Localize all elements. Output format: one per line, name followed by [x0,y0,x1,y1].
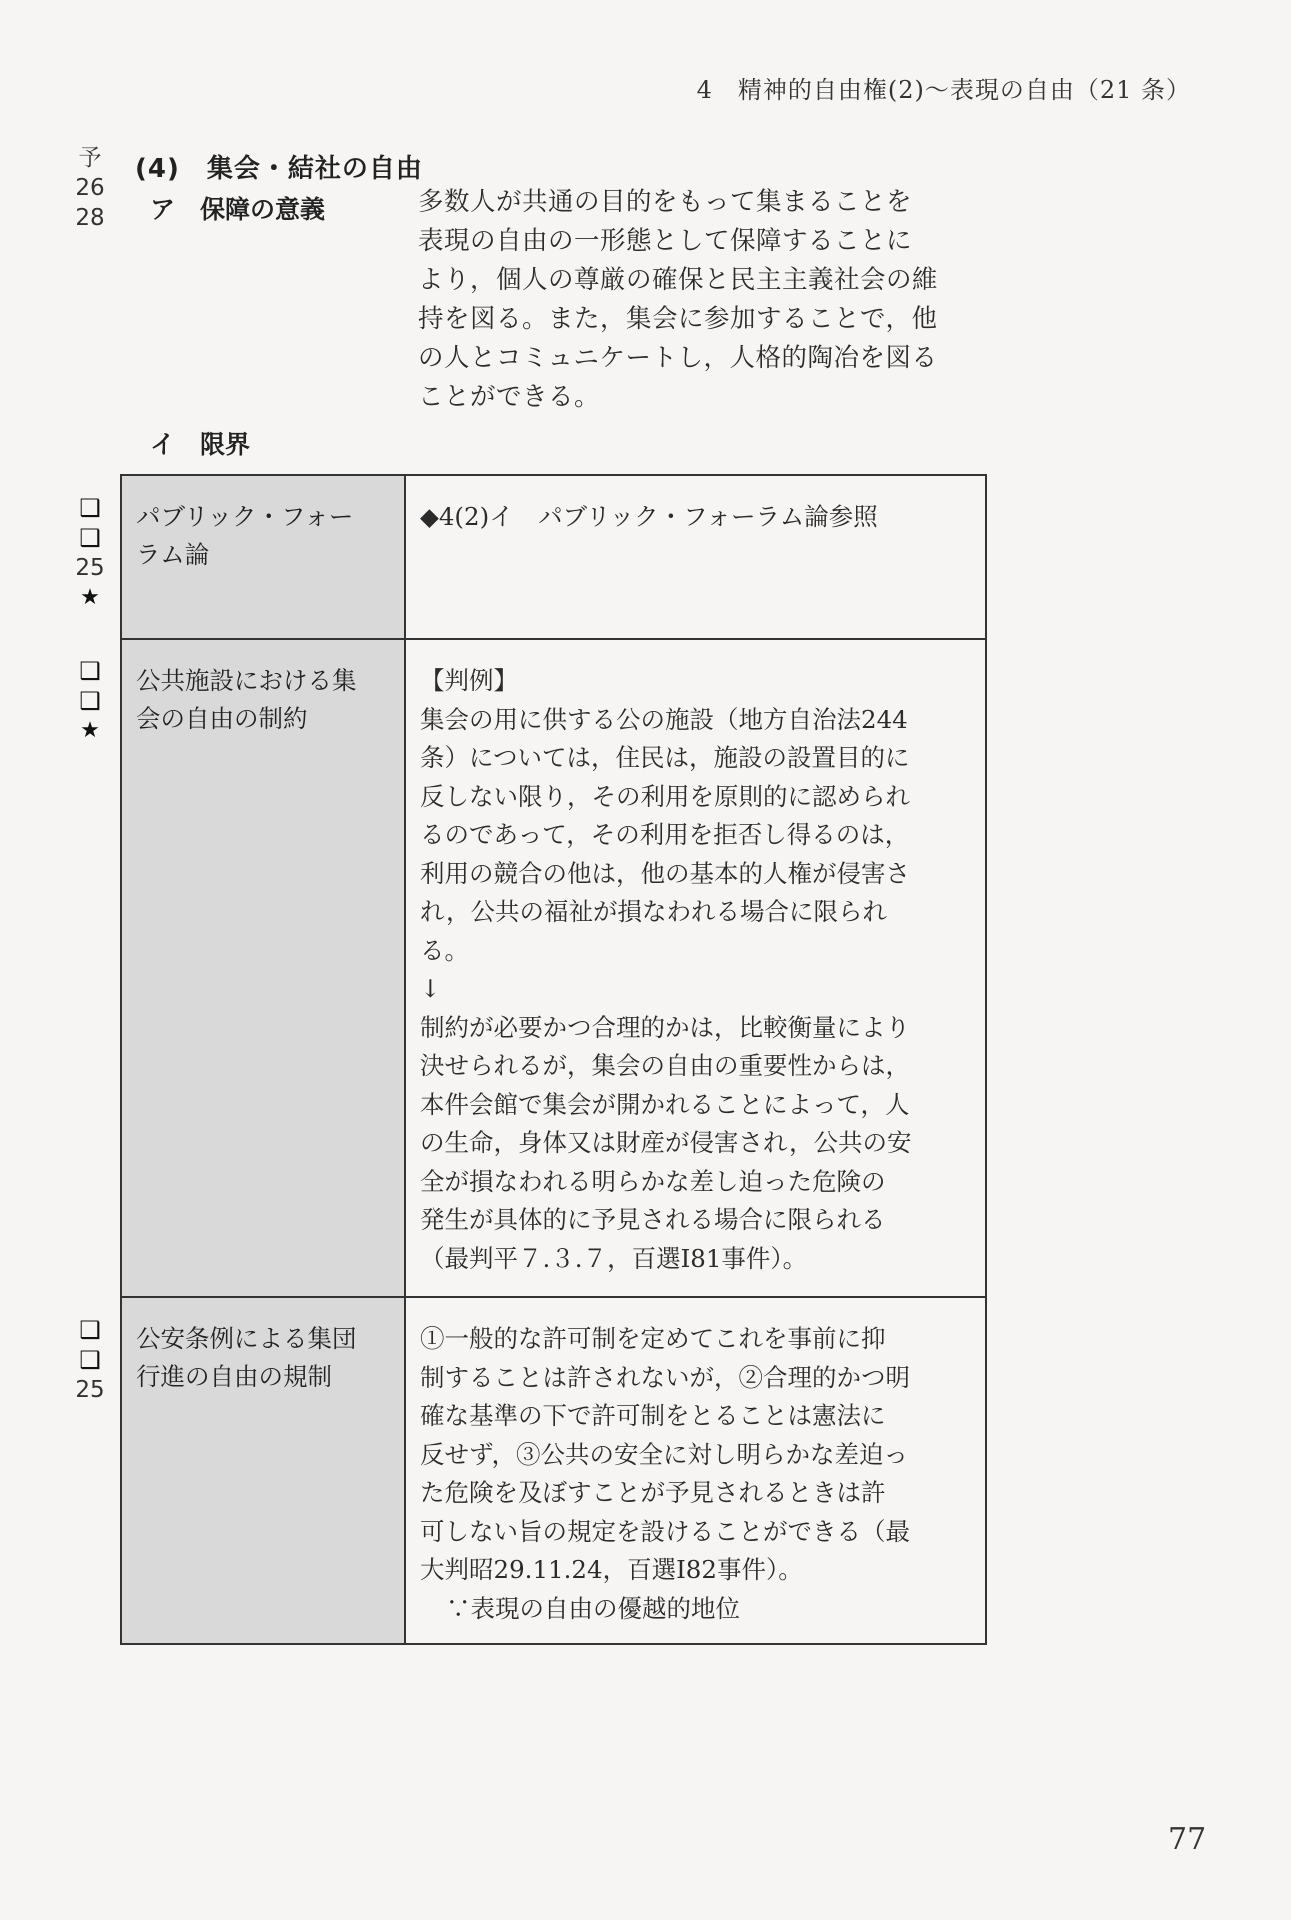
checkbox-icon: ❑ [79,1316,101,1344]
text-line: ①一般的な許可制を定めてこれを事前に抑 [420,1324,886,1353]
text-line: れ，公共の福祉が損なわれる場合に限られ [420,897,887,926]
checkbox-icon: ❑ [79,687,101,715]
checkbox-icon: ❑ [79,494,101,522]
subheading-significance: ア 保障の意義 [150,195,326,224]
text-line: 多数人が共通の目的をもって集まることを [418,187,913,217]
table-row [121,475,986,639]
text-line: 確な基準の下で許可制をとることは憲法に [420,1401,886,1430]
text-line: るのであって，その利用を拒否し得るのは， [420,820,910,849]
reason-note: ∵表現の自由の優越的地位 [446,1593,740,1623]
text-line: 持を図る。また，集会に参加することで，他 [418,304,938,334]
row-content [405,1297,986,1644]
text-line: ラム論 [136,540,210,569]
text-line: ことができる。 [418,382,601,412]
section-title: (4) 集会・結社の自由 [135,154,423,184]
text-line: 制することは許されないが，②合理的かつ明 [420,1362,910,1392]
limits-table [120,474,987,1645]
row1-markers [60,493,120,613]
case-label: 【判例】 [420,666,518,695]
text-line: 全が損なわれる明らかな差し迫った危険の [420,1166,886,1196]
subheading-limits: イ 限界 [150,430,251,459]
yo-marker: 予 [78,145,102,171]
text-line: より，個人の尊厳の確保と民主主義社会の維 [418,265,939,295]
text-line: 本件会館で集会が開かれることによって，人 [420,1089,910,1119]
year-marker: 25 [75,1377,105,1403]
text-line: 制約が必要かつ合理的かは，比較衡量により [420,1012,910,1042]
text-line: 会の自由の制約 [136,704,308,733]
case-citation: 大判昭29.11.24，百選Ⅰ82事件）。 [420,1555,803,1584]
text-line: た危険を及ぼすことが予見されるときは許 [420,1478,886,1507]
table-row [121,639,986,1297]
running-header: 4 精神的自由権(2)〜表現の自由（21 条） [696,76,1191,104]
text-line: 利用の競合の他は，他の基本的人権が侵害さ [420,858,910,888]
page-number: 77 [1168,1822,1207,1857]
cross-reference: ◆4(2)イ パブリック・フォーラム論参照 [420,502,878,531]
text-line: 決せられるが，集会の自由の重要性からは， [420,1051,910,1080]
text-line: の人とコミュニケートし，人格的陶冶を図る [418,343,938,373]
year-marker: 28 [75,205,105,231]
row3-markers [60,1315,120,1405]
row-content [405,639,986,1297]
checkbox-icon: ❑ [79,524,101,552]
star-icon: ★ [80,718,100,743]
checkbox-icon: ❑ [79,657,101,685]
text-line: パブリック・フォー [136,502,354,531]
text-line: る。 [420,935,469,965]
star-icon: ★ [80,585,100,610]
text-line: 条）については，住民は，施設の設置目的に [420,743,910,772]
row-content [405,475,986,639]
text-line: 反しない限り，その利用を原則的に認められ [420,781,910,811]
row2-markers [60,656,120,746]
text-line: の生命，身体又は財産が侵害され，公共の安 [420,1128,912,1157]
text-line: 行進の自由の規制 [136,1362,332,1391]
checkbox-icon: ❑ [79,1346,101,1374]
down-arrow-icon: ↓ [420,974,441,1003]
text-line: 集会の用に供する公の施設（地方自治法244 [420,704,908,734]
section-markers [60,143,120,233]
case-citation: （最判平７.３.７，百選Ⅰ81事件）。 [420,1243,808,1273]
year-marker: 26 [75,175,105,201]
significance-paragraph [418,183,970,417]
text-line: 可しない旨の規定を設けることができる（最 [420,1516,910,1546]
text-line: 公共施設における集 [136,666,357,695]
text-line: 公安条例による集団 [136,1324,357,1353]
text-line: 反せず，③公共の安全に対し明らかな差迫っ [420,1439,909,1469]
table-row [121,1297,986,1644]
row-topic [121,1297,405,1644]
text-line: 表現の自由の一形態として保障することに [418,226,913,256]
text-line: 発生が具体的に予見される場合に限られる [420,1205,886,1234]
year-marker: 25 [75,555,105,581]
row-topic [121,639,405,1297]
row-topic [121,475,405,639]
